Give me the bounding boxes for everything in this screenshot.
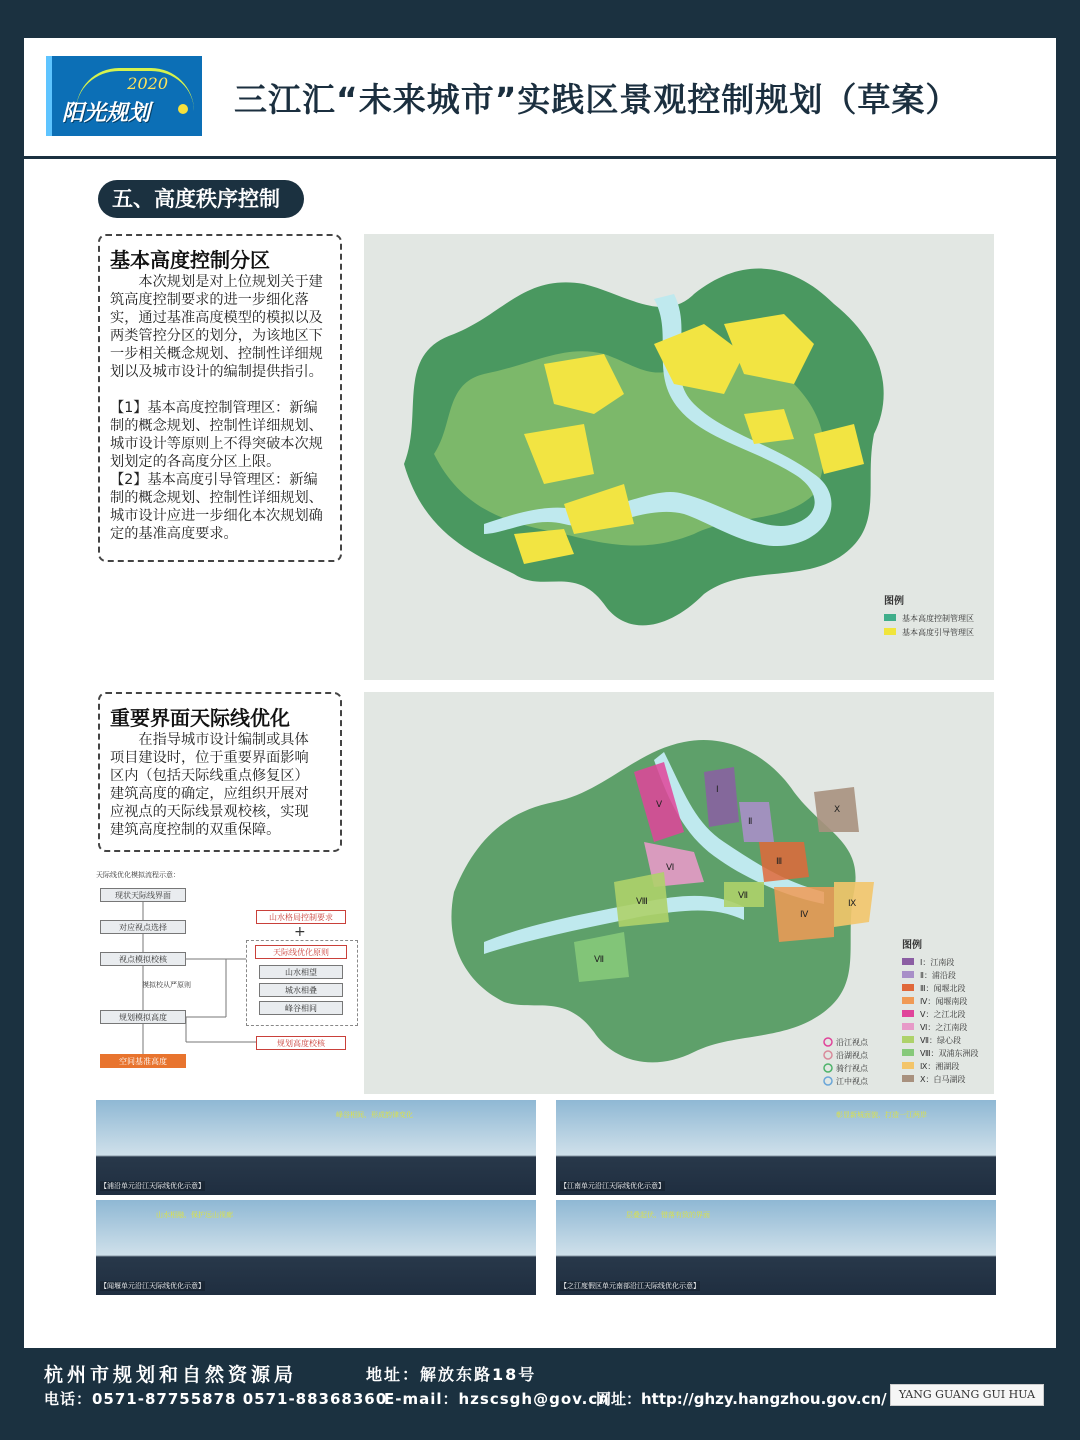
flow-plus: + [294, 924, 306, 940]
legend-swatch-guide [884, 628, 896, 635]
flow-title: 天际线优化模拟流程示意： [96, 871, 180, 879]
logo [46, 56, 202, 136]
text-line: 筑高度控制要求的进一步细化落 [110, 292, 309, 308]
segment-label: Ⅰ：江南段 [920, 958, 955, 967]
segment-label: Ⅱ：浦沿段 [920, 971, 956, 980]
skyline-panel-4 [556, 1200, 996, 1295]
zone-label-4: Ⅳ [800, 910, 809, 920]
segment-label: Ⅳ：闻堰南段 [920, 997, 968, 1006]
segment-label: Ⅷ：双浦东洲段 [920, 1049, 979, 1058]
text-line: 【1】基本高度控制管理区：新编 [110, 400, 318, 416]
skyline-caption-2: 【江南单元沿江天际线优化示意】 [560, 1182, 665, 1190]
zone-label-3: Ⅲ [776, 857, 783, 867]
skyline-text [110, 731, 330, 839]
flow-principle: 天际线优化原则 [255, 945, 347, 959]
text-line: 划划定的各高度分区上限。 [110, 454, 281, 470]
segment-swatch [902, 1010, 914, 1017]
header [24, 38, 1056, 159]
footer-phone: 电话：0571-87755878 0571-88368360 [44, 1390, 388, 1408]
text-line: 划以及城市设计的编制提供指引。 [110, 364, 323, 380]
viewpoint-label: 江中视点 [836, 1077, 868, 1086]
height-zoning-note [98, 234, 342, 562]
height-zoning-text [110, 273, 330, 543]
text-line: 项目建设时，位于重要界面影响 [110, 750, 309, 766]
skyline-slogan-4: 层叠起伏、错落有致的界面 [626, 1211, 710, 1219]
height-zoning-heading: 基本高度控制分区 [110, 248, 270, 272]
skyline-caption-3: 【闻堰单元沿江天际线优化示意】 [100, 1282, 205, 1290]
text-line: 定的基准高度要求。 [110, 526, 238, 542]
flow-principle-1: 山水相望 [259, 965, 343, 979]
flow-step-3: 视点模拟校核 [100, 952, 186, 966]
zone-label-10: Ⅹ [834, 805, 841, 815]
segment-label: Ⅵ：之江南段 [920, 1023, 968, 1032]
legend-label-control: 基本高度控制管理区 [902, 614, 974, 623]
logo-year: 2020 [127, 74, 168, 93]
zone-label-8: Ⅷ [636, 897, 648, 907]
map1-legend-title: 图例 [884, 596, 904, 607]
text-line: 城市设计等原则上不得突破本次规 [110, 436, 323, 452]
skyline-slogan-2: 彰显新城面貌、打造一江两岸 [836, 1111, 927, 1119]
legend-label-guide: 基本高度引导管理区 [902, 628, 974, 637]
flow-right-top: 山水格局控制要求 [256, 910, 346, 924]
segment-swatch [902, 1075, 914, 1082]
text-line: 【2】基本高度引导管理区：新编 [110, 472, 318, 488]
segment-label: Ⅶ：绿心段 [920, 1036, 961, 1045]
zone-label-6: Ⅵ [666, 863, 675, 873]
footer [0, 1352, 1080, 1440]
flow-principle-2: 城水相叠 [259, 983, 343, 997]
flow-step-5: 空间基准高度 [100, 1054, 186, 1068]
height-zoning-map-graphic [364, 234, 994, 680]
segment-swatch [902, 958, 914, 965]
skyline-slogan-1: 峰谷相间、形成韵律变化 [336, 1111, 413, 1119]
text-line: 应视点的天际线景观校核，实现 [110, 804, 309, 820]
skyline-flow-diagram [96, 870, 358, 1076]
viewpoint-label: 沿江视点 [836, 1038, 868, 1047]
skyline-view-map-graphic [364, 692, 994, 1094]
viewpoint-label: 骑行视点 [836, 1064, 868, 1073]
flow-principle-3: 峰谷相间 [259, 1001, 343, 1015]
zone-label-7b: Ⅶ [594, 955, 605, 965]
zone-label-1: Ⅰ [716, 785, 719, 795]
logo-name: 阳光规划 [62, 101, 151, 126]
segment-label: Ⅲ：闻堰北段 [920, 984, 966, 993]
skyline-panel-3 [96, 1200, 536, 1295]
map2-legend-title: 图例 [902, 940, 922, 951]
segment-swatch [902, 1023, 914, 1030]
skyline-panel-2 [556, 1100, 996, 1195]
segment-label: Ⅹ：白马湖段 [920, 1075, 966, 1084]
segment-swatch [902, 1049, 914, 1056]
logo-sun-dot [178, 104, 188, 114]
height-zoning-map [364, 234, 994, 680]
text-line: 制的概念规划、控制性详细规划、 [110, 490, 323, 506]
page-title: 三江汇“未来城市”实践区景观控制规划（草案） [234, 80, 960, 119]
text-line: 制的概念规划、控制性详细规划、 [110, 418, 323, 434]
text-line: 本次规划是对上位规划关于建 [138, 274, 323, 290]
footer-org: 杭州市规划和自然资源局 [44, 1364, 298, 1386]
text-line: 区内（包括天际线重点修复区） [110, 768, 309, 784]
text-line: 建筑高度控制的双重保障。 [110, 822, 281, 838]
flow-check: 规划高度校核 [256, 1036, 346, 1050]
text-line: 在指导城市设计编制或具体 [138, 732, 309, 748]
skyline-caption-1: 【浦沿单元沿江天际线优化示意】 [100, 1182, 205, 1190]
section-title: 五、高度秩序控制 [98, 180, 304, 218]
zone-label-7: Ⅶ [738, 891, 749, 901]
segment-swatch [902, 971, 914, 978]
skyline-panel-1 [96, 1100, 536, 1195]
text-line: 两类管控分区的划分，为该地区下 [110, 328, 323, 344]
segment-label: Ⅴ：之江北段 [920, 1010, 966, 1019]
skyline-slogan-3: 山水相融、保护远山视廊 [156, 1211, 233, 1219]
skyline-caption-4: 【之江度假区单元南部沿江天际线优化示意】 [560, 1282, 700, 1290]
skyline-note [98, 692, 342, 852]
segment-swatch [902, 1062, 914, 1069]
segment-label: Ⅸ：湘湖段 [920, 1062, 960, 1071]
text-line [110, 381, 330, 399]
footer-email[interactable]: E-mail：hzscsgh@gov.cn [384, 1390, 610, 1408]
legend-swatch-control [884, 614, 896, 621]
segment-swatch [902, 997, 914, 1004]
segment-swatch [902, 1036, 914, 1043]
text-line: 建筑高度的确定，应组织开展对 [110, 786, 309, 802]
flow-loop-label: 模拟校从严原则 [142, 981, 191, 989]
flow-arrows [96, 870, 358, 1076]
skyline-view-map [364, 692, 994, 1094]
skyline-heading: 重要界面天际线优化 [110, 706, 290, 730]
flow-step-4: 规划模拟高度 [100, 1010, 186, 1024]
flow-step-1: 现状天际线界面 [100, 888, 186, 902]
flow-step-2: 对应视点选择 [100, 920, 186, 934]
zone-label-2: Ⅱ [748, 817, 753, 827]
viewpoint-label: 沿湖视点 [836, 1051, 868, 1060]
text-line: 实，通过基准高度模型的模拟以及 [110, 310, 323, 326]
zone-label-9: Ⅸ [848, 899, 857, 909]
footer-brand: YANG GUANG GUI HUA [890, 1384, 1044, 1406]
footer-website[interactable]: 网址：http://ghzy.hangzhou.gov.cn/ [596, 1390, 887, 1408]
text-line: 一步相关概念规划、控制性详细规 [110, 346, 323, 362]
footer-address: 地址：解放东路18号 [366, 1365, 537, 1384]
poster-board [24, 38, 1056, 1348]
zone-label-5: Ⅴ [656, 800, 663, 810]
segment-swatch [902, 984, 914, 991]
text-line: 城市设计应进一步细化本次规划确 [110, 508, 323, 524]
